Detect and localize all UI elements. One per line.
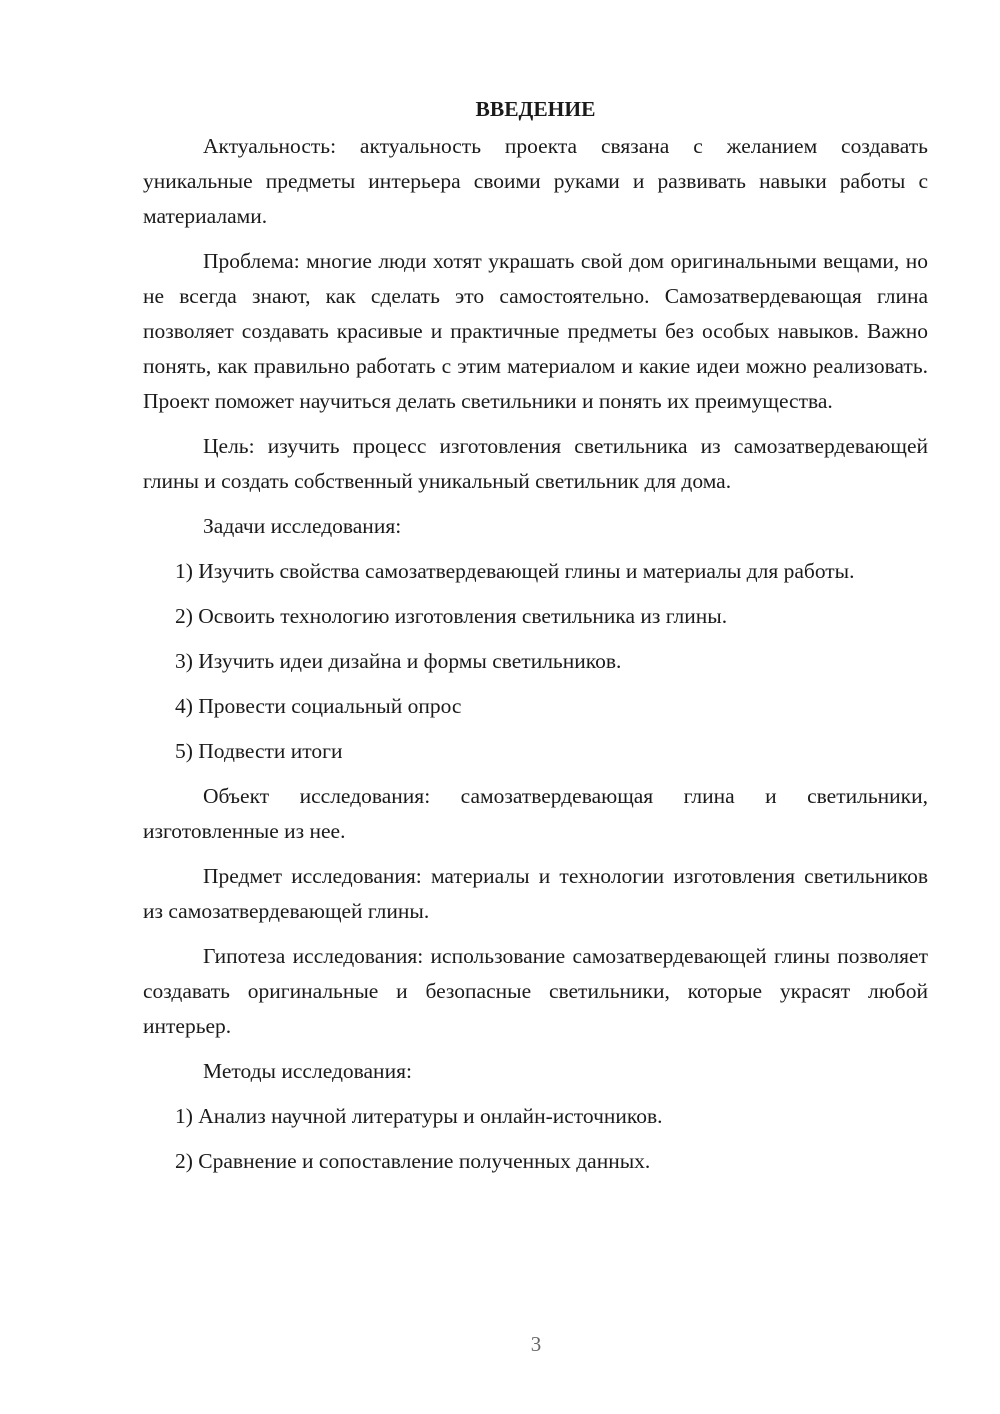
task-item: 4) Провести социальный опрос xyxy=(175,694,462,718)
task-item: 3) Изучить идеи дизайна и формы светильников. xyxy=(175,649,622,673)
subject-paragraph: Предмет исследования: материалы и технологии изготовления светильников из самозатвердевающей глины. xyxy=(143,864,928,923)
method-item: 1) Анализ научной литературы и онлайн-источников. xyxy=(175,1104,663,1128)
problem-paragraph: Проблема: многие люди хотят украшать свой дом оригинальными вещами, но не всегда знают, как сделать это самостоятельно. Самозатвердевающая глина позволяет создавать красивые и практичные предметы без особых навыков. Важно понять, как правильно работать с этим материалом и какие идеи можно реализовать. Проект поможет научиться делать светильники и понять их преимущества. xyxy=(143,249,928,413)
relevance-paragraph: Актуальность: актуальность проекта связана с желанием создавать уникальные предметы интерьера своими руками и развивать навыки работы с материалами. xyxy=(143,134,928,228)
goal-paragraph: Цель: изучить процесс изготовления светильника из самозатвердевающей глины и создать собственный уникальный светильник для дома. xyxy=(143,434,928,493)
task-item: 5) Подвести итоги xyxy=(175,739,343,763)
object-paragraph: Объект исследования: самозатвердевающая глина и светильники, изготовленные из нее. xyxy=(143,784,928,843)
method-item: 2) Сравнение и сопоставление полученных данных. xyxy=(175,1149,651,1173)
task-item: 1) Изучить свойства самозатвердевающей глины и материалы для работы. xyxy=(175,559,855,583)
section-heading: ВВЕДЕНИЕ xyxy=(475,97,596,121)
document-page xyxy=(143,92,928,1189)
tasks-title: Задачи исследования: xyxy=(203,514,402,538)
page-number: 3 xyxy=(530,1332,542,1356)
methods-title: Методы исследования: xyxy=(203,1059,412,1083)
hypothesis-paragraph: Гипотеза исследования: использование самозатвердевающей глины позволяет создавать оригинальные и безопасные светильники, которые украсят любой интерьер. xyxy=(143,944,928,1038)
task-item: 2) Освоить технологию изготовления светильника из глины. xyxy=(175,604,728,628)
